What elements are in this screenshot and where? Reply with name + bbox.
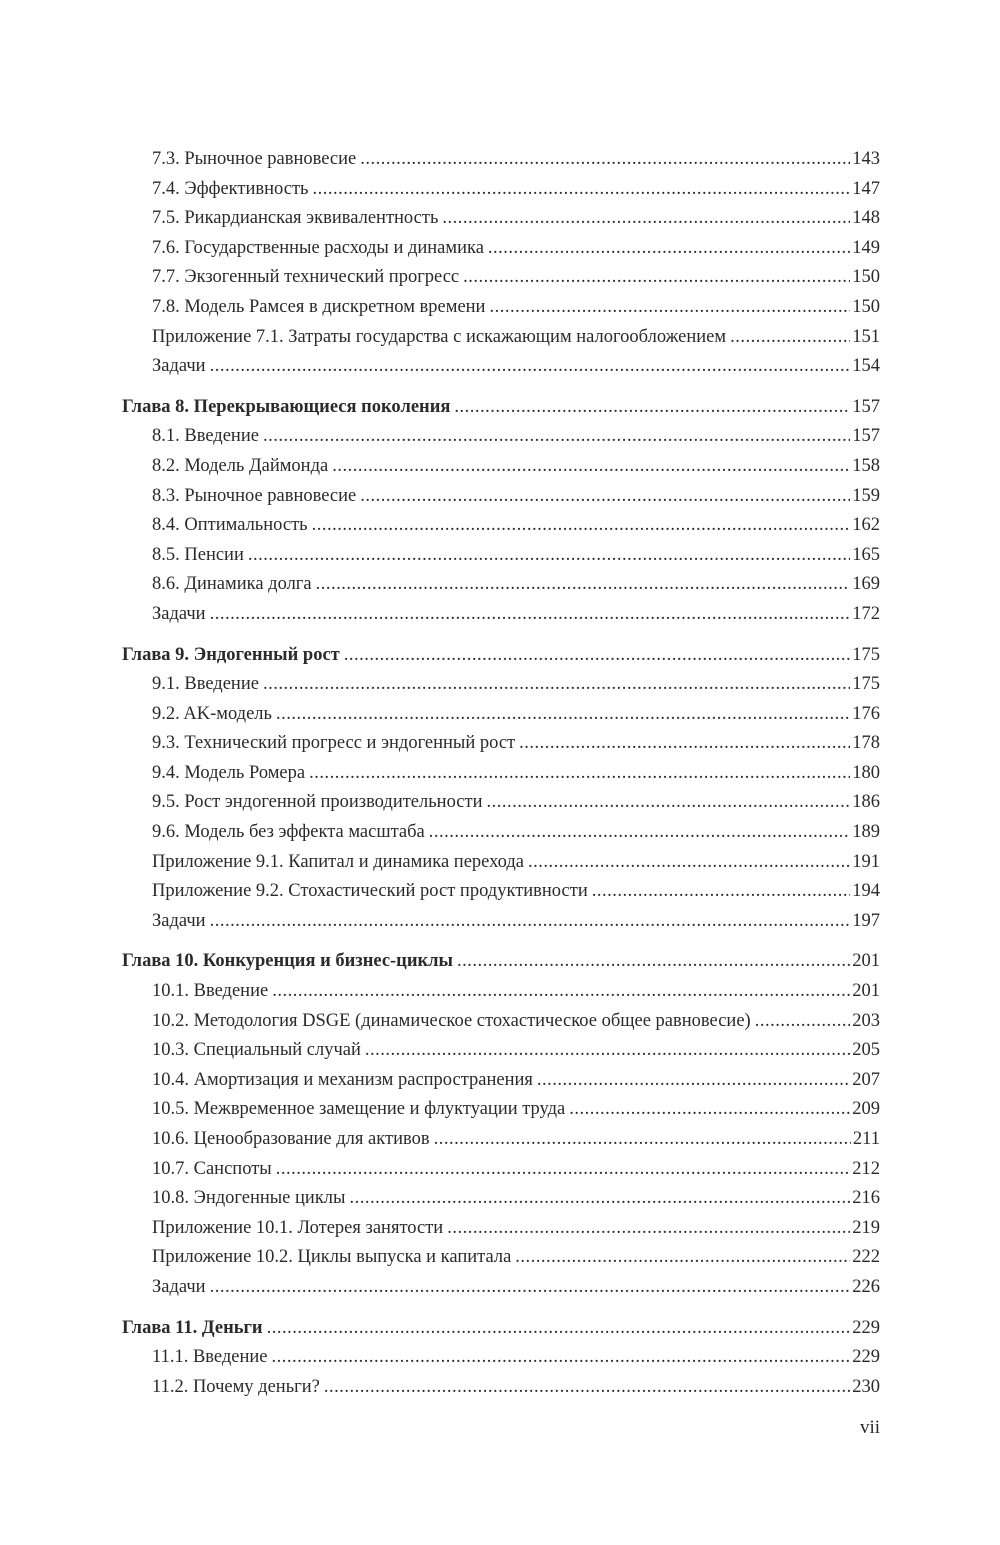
- toc-entry-page-number: 159: [852, 485, 880, 506]
- toc-section-entry[interactable]: [122, 570, 880, 600]
- toc-entry-label: Задачи: [152, 910, 206, 931]
- toc-leader-dots: [537, 1066, 850, 1096]
- toc-section-entry[interactable]: [122, 600, 880, 630]
- toc-leader-dots: [272, 977, 850, 1007]
- toc-entry-label: 8.3. Рыночное равновесие: [152, 485, 357, 506]
- toc-entry-page-number: 178: [852, 733, 880, 754]
- toc-entry-page-number: 197: [852, 910, 880, 931]
- toc-section-entry[interactable]: [122, 422, 880, 452]
- toc-entry-label: 10.2. Методология DSGE (динамическое стохастическое общее равновесие): [152, 1010, 751, 1031]
- toc-leader-dots: [263, 670, 850, 700]
- toc-entry-page-number: 201: [852, 951, 880, 972]
- toc-section-entry[interactable]: [122, 670, 880, 700]
- toc-entry-page-number: 175: [852, 674, 880, 695]
- toc-leader-dots: [488, 234, 850, 264]
- toc-entry-label: 8.5. Пенсии: [152, 544, 244, 565]
- toc-leader-dots: [429, 818, 851, 848]
- toc-entry-page-number: 143: [852, 149, 880, 169]
- toc-section-entry[interactable]: [122, 877, 880, 907]
- toc-entry-label: 9.5. Рост эндогенной производительности: [152, 792, 483, 813]
- toc-entry-page-number: 158: [852, 455, 880, 476]
- toc-entry-label: 7.8. Модель Рамсея в дискретном времени: [152, 296, 486, 317]
- toc-leader-dots: [210, 1273, 851, 1303]
- toc-entry-label: 10.6. Ценообразование для активов: [152, 1129, 430, 1149]
- toc-chapter-entry[interactable]: [122, 1314, 880, 1344]
- toc-entry-page-number: 151: [852, 326, 880, 347]
- toc-entry-label: 9.2. AK-модель: [152, 703, 272, 724]
- toc-section-entry[interactable]: [122, 700, 880, 730]
- toc-section-entry[interactable]: [122, 1155, 880, 1185]
- toc-section-entry[interactable]: [122, 323, 880, 353]
- toc-entry-label: Глава 10. Конкуренция и бизнес-циклы: [122, 951, 453, 972]
- toc-section-entry[interactable]: [122, 1066, 880, 1096]
- toc-section-entry[interactable]: [122, 1373, 880, 1403]
- toc-section-entry[interactable]: [122, 234, 880, 264]
- toc-section-entry[interactable]: [122, 848, 880, 878]
- toc-entry-label: 10.1. Введение: [152, 981, 269, 1002]
- toc-leader-dots: [210, 600, 851, 630]
- toc-entry-label: 7.3. Рыночное равновесие: [152, 149, 357, 169]
- toc-leader-dots: [569, 1095, 850, 1125]
- toc-section-entry[interactable]: [122, 263, 880, 293]
- toc-entry-label: 7.4. Эффективность: [152, 178, 309, 199]
- toc-leader-dots: [263, 422, 850, 452]
- toc-section-entry[interactable]: [122, 175, 880, 205]
- toc-leader-dots: [515, 1243, 850, 1273]
- toc-section-entry[interactable]: [122, 1243, 880, 1273]
- toc-leader-dots: [210, 907, 851, 937]
- toc-entry-label: 8.2. Модель Даймонда: [152, 455, 329, 476]
- toc-leader-dots: [528, 848, 850, 878]
- toc-section-entry[interactable]: [122, 977, 880, 1007]
- toc-entry-label: 10.3. Специальный случай: [152, 1040, 361, 1061]
- toc-section-entry[interactable]: [122, 511, 880, 541]
- toc-leader-dots: [360, 482, 850, 512]
- toc-entry-label: 7.5. Рикардианская эквивалентность: [152, 208, 439, 229]
- toc-leader-dots: [463, 263, 850, 293]
- toc-section-entry[interactable]: [122, 1184, 880, 1214]
- toc-entry-page-number: 147: [852, 178, 880, 199]
- toc-section-entry[interactable]: [122, 452, 880, 482]
- toc-entry-label: Приложение 9.2. Стохастический рост продуктивности: [152, 881, 588, 902]
- toc-leader-dots: [360, 145, 850, 175]
- toc-entry-label: 11.2. Почему деньги?: [152, 1376, 320, 1397]
- toc-leader-dots: [332, 452, 850, 482]
- toc-entry-label: Глава 9. Эндогенный рост: [122, 644, 340, 665]
- toc-entry-label: 9.6. Модель без эффекта масштаба: [152, 822, 425, 843]
- toc-entry-label: 8.4. Оптимальность: [152, 515, 308, 536]
- toc-leader-dots: [324, 1373, 850, 1403]
- toc-entry-page-number: 189: [852, 822, 880, 843]
- toc-entry-page-number: 222: [852, 1247, 880, 1268]
- toc-entry-page-number: 229: [852, 1317, 880, 1338]
- toc-entry-label: 7.7. Экзогенный технический прогресс: [152, 267, 460, 288]
- toc-leader-dots: [267, 1314, 851, 1344]
- toc-entry-page-number: 194: [852, 881, 880, 902]
- toc-section-entry[interactable]: [122, 352, 880, 382]
- toc-leader-dots: [755, 1007, 851, 1037]
- toc-section-entry[interactable]: [122, 729, 880, 759]
- toc-entry-page-number: 154: [852, 356, 880, 377]
- toc-leader-dots: [365, 1036, 850, 1066]
- toc-leader-dots: [316, 570, 851, 600]
- toc-entry-label: Приложение 10.2. Циклы выпуска и капитала: [152, 1247, 512, 1268]
- toc-entry-page-number: 229: [852, 1347, 880, 1368]
- toc-entry-page-number: 219: [852, 1217, 880, 1238]
- toc-entry-label: Глава 11. Деньги: [122, 1317, 263, 1338]
- toc-entry-page-number: 186: [852, 792, 880, 813]
- toc-section-entry[interactable]: [122, 1125, 880, 1155]
- toc-section-entry[interactable]: [122, 1214, 880, 1244]
- toc-leader-dots: [309, 759, 850, 789]
- toc-entry-page-number: 165: [852, 544, 880, 565]
- toc-leader-dots: [312, 511, 851, 541]
- toc-chapter-entry[interactable]: [122, 393, 880, 423]
- toc-section-entry[interactable]: [122, 788, 880, 818]
- table-of-contents: [122, 145, 880, 1402]
- toc-entry-label: 10.4. Амортизация и механизм распространения: [152, 1069, 533, 1090]
- toc-leader-dots: [312, 175, 850, 205]
- toc-section-entry[interactable]: [122, 907, 880, 937]
- toc-entry-label: 10.8. Эндогенные циклы: [152, 1188, 346, 1209]
- toc-entry-page-number: 172: [852, 603, 880, 624]
- toc-section-entry[interactable]: [122, 1273, 880, 1303]
- toc-leader-dots: [442, 204, 850, 234]
- toc-section-entry[interactable]: [122, 1007, 880, 1037]
- toc-entry-label: Глава 8. Перекрывающиеся поколения: [122, 396, 451, 417]
- toc-entry-page-number: 149: [852, 237, 880, 258]
- toc-entry-label: Приложение 10.1. Лотерея занятости: [152, 1217, 444, 1238]
- toc-entry-page-number: 175: [852, 644, 880, 665]
- toc-chapter-entry[interactable]: [122, 947, 880, 977]
- toc-entry-label: 9.4. Модель Ромера: [152, 762, 306, 783]
- toc-leader-dots: [276, 700, 850, 730]
- toc-entry-page-number: 230: [852, 1376, 880, 1397]
- toc-entry-page-number: 216: [852, 1188, 880, 1209]
- toc-entry-label: Приложение 9.1. Капитал и динамика перехода: [152, 851, 525, 872]
- toc-entry-label: 9.1. Введение: [152, 674, 259, 695]
- toc-section-entry[interactable]: [122, 759, 880, 789]
- toc-entry-page-number: 157: [852, 426, 880, 447]
- toc-entry-page-number: 203: [852, 1010, 880, 1031]
- toc-leader-dots: [489, 293, 850, 323]
- toc-leader-dots: [519, 729, 850, 759]
- toc-section-entry[interactable]: [122, 204, 880, 234]
- toc-entry-page-number: 162: [852, 515, 880, 536]
- toc-section-entry[interactable]: [122, 293, 880, 323]
- toc-entry-label: 10.7. Санспоты: [152, 1158, 272, 1179]
- toc-leader-dots: [592, 877, 851, 907]
- toc-entry-page-number: 191: [852, 851, 880, 872]
- toc-entry-label: 9.3. Технический прогресс и эндогенный рост: [152, 733, 516, 754]
- toc-entry-label: Задачи: [152, 356, 206, 377]
- toc-entry-page-number: 176: [852, 703, 880, 724]
- toc-entry-page-number: 207: [852, 1069, 880, 1090]
- toc-section-entry[interactable]: [122, 1036, 880, 1066]
- toc-leader-dots: [447, 1214, 850, 1244]
- toc-entry-page-number: 205: [852, 1040, 880, 1061]
- toc-entry-label: 11.1. Введение: [152, 1347, 268, 1368]
- toc-entry-page-number: 150: [852, 296, 880, 317]
- toc-leader-dots: [248, 541, 850, 571]
- toc-chapter-entry[interactable]: [122, 641, 880, 671]
- toc-entry-page-number: 148: [852, 208, 880, 229]
- toc-entry-label: Задачи: [152, 1276, 206, 1297]
- toc-leader-dots: [454, 393, 850, 423]
- toc-entry-page-number: 209: [852, 1099, 880, 1120]
- toc-section-entry[interactable]: [122, 1095, 880, 1125]
- toc-leader-dots: [344, 641, 851, 671]
- toc-entry-label: 8.6. Динамика долга: [152, 574, 312, 595]
- toc-entry-label: Приложение 7.1. Затраты государства с искажающим налогообложением: [152, 326, 727, 347]
- toc-entry-page-number: 201: [852, 981, 880, 1002]
- page-number: vii: [859, 1417, 880, 1438]
- toc-entry-label: 7.6. Государственные расходы и динамика: [152, 237, 484, 258]
- toc-section-entry[interactable]: [122, 482, 880, 512]
- toc-leader-dots: [730, 323, 850, 353]
- toc-entry-page-number: 150: [852, 267, 880, 288]
- toc-section-entry[interactable]: [122, 818, 880, 848]
- toc-entry-label: 10.5. Межвременное замещение и флуктуации труда: [152, 1099, 566, 1120]
- toc-entry-page-number: 169: [852, 574, 880, 595]
- toc-section-entry[interactable]: [122, 541, 880, 571]
- toc-leader-dots: [272, 1343, 851, 1373]
- toc-entry-page-number: 211: [852, 1129, 880, 1149]
- toc-entry-page-number: 212: [852, 1158, 880, 1179]
- toc-leader-dots: [434, 1125, 851, 1155]
- toc-entry-page-number: 157: [852, 396, 880, 417]
- toc-entry-page-number: 180: [852, 762, 880, 783]
- toc-section-entry[interactable]: [122, 145, 880, 175]
- toc-leader-dots: [457, 947, 850, 977]
- toc-section-entry[interactable]: [122, 1343, 880, 1373]
- toc-leader-dots: [210, 352, 851, 382]
- toc-leader-dots: [276, 1155, 851, 1185]
- toc-leader-dots: [487, 788, 851, 818]
- toc-leader-dots: [349, 1184, 850, 1214]
- toc-entry-label: Задачи: [152, 603, 206, 624]
- toc-entry-page-number: 226: [852, 1276, 880, 1297]
- toc-entry-label: 8.1. Введение: [152, 426, 259, 447]
